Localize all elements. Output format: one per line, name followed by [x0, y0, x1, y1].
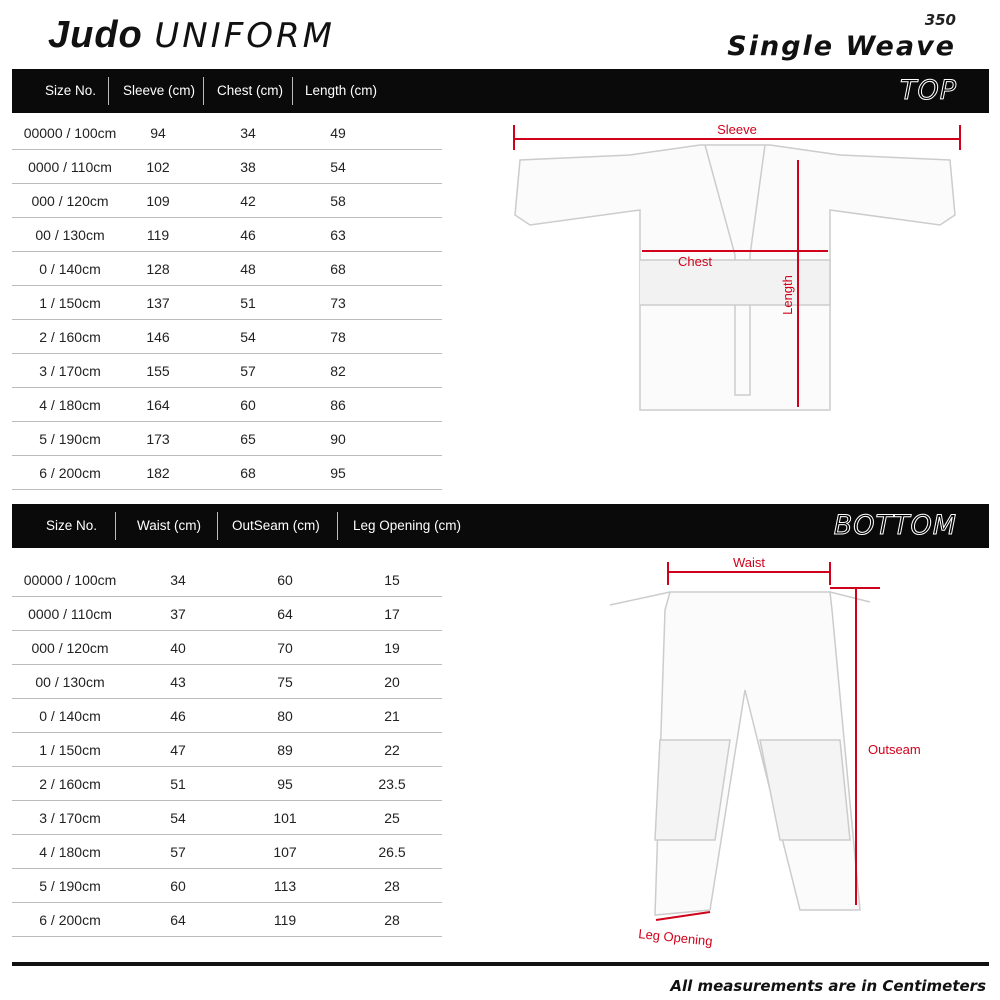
cell: 3 / 170cm	[39, 810, 101, 826]
cell: 40	[170, 640, 186, 656]
top-table-row	[12, 286, 442, 320]
bottom-table-row	[12, 801, 442, 835]
cell: 22	[384, 742, 400, 758]
top-table-row	[12, 422, 442, 456]
cell: 21	[384, 708, 400, 724]
cell: 119	[273, 912, 297, 928]
cell: 00000 / 100cm	[23, 125, 117, 141]
col-header: OutSeam (cm)	[232, 518, 320, 533]
cell: 47	[170, 742, 186, 758]
section-label-bottom: BOTTOM	[833, 510, 957, 541]
cell: 68	[330, 261, 346, 277]
cell: 119	[146, 227, 170, 243]
bottom-table-row	[12, 835, 442, 869]
col-header: Size No.	[46, 518, 98, 533]
jacket-diagram	[500, 115, 980, 425]
cell: 107	[273, 844, 297, 860]
cell: 58	[330, 193, 346, 209]
column-divider	[292, 77, 293, 105]
cell: 60	[240, 397, 256, 413]
title-bold: Judo	[48, 14, 143, 56]
cell: 101	[273, 810, 297, 826]
cell: 60	[277, 572, 293, 588]
cell: 28	[384, 878, 400, 894]
col-header: Size No.	[45, 83, 97, 98]
bottom-table-row	[12, 563, 442, 597]
col-header: Leg Opening (cm)	[353, 518, 462, 533]
cell: 17	[384, 606, 400, 622]
cell: 137	[146, 295, 170, 311]
section-label-top: TOP	[899, 75, 957, 106]
cell: 2 / 160cm	[39, 776, 101, 792]
cell: 6 / 200cm	[39, 465, 101, 481]
column-divider	[203, 77, 204, 105]
cell: 19	[384, 640, 400, 656]
cell: 54	[170, 810, 186, 826]
cell: 95	[330, 465, 346, 481]
cell: 95	[277, 776, 293, 792]
cell: 37	[170, 606, 186, 622]
cell: 65	[240, 431, 256, 447]
outseam-label: Outseam	[868, 742, 921, 757]
top-table-row	[12, 354, 442, 388]
cell: 57	[170, 844, 186, 860]
cell: 73	[330, 295, 346, 311]
col-header: Length (cm)	[305, 83, 378, 98]
cell: 00 / 130cm	[35, 674, 105, 690]
cell: 1 / 150cm	[39, 295, 101, 311]
bottom-table-row	[12, 665, 442, 699]
cell: 54	[240, 329, 256, 345]
cell: 25	[384, 810, 400, 826]
cell: 0 / 140cm	[39, 708, 101, 724]
bottom-table-row	[12, 597, 442, 631]
cell: 102	[146, 159, 170, 175]
cell: 15	[384, 572, 400, 588]
bottom-table-row	[12, 699, 442, 733]
cell: 75	[277, 674, 293, 690]
cell: 48	[240, 261, 256, 277]
bottom-table-header	[12, 504, 989, 548]
chest-label: Chest	[678, 254, 712, 269]
title-light: UNIFORM	[154, 16, 335, 56]
cell: 00000 / 100cm	[23, 572, 117, 588]
cell: 89	[277, 742, 293, 758]
cell: 70	[277, 640, 293, 656]
cell: 68	[240, 465, 256, 481]
bottom-table-row	[12, 631, 442, 665]
top-table-row	[12, 184, 442, 218]
cell: 000 / 120cm	[31, 193, 109, 209]
bottom-table-row	[12, 733, 442, 767]
column-divider	[115, 512, 116, 540]
cell: 0000 / 110cm	[28, 606, 112, 622]
cell: 164	[146, 397, 170, 413]
cell: 90	[330, 431, 346, 447]
cell: 34	[170, 572, 186, 588]
column-divider	[337, 512, 338, 540]
cell: 20	[384, 674, 400, 690]
page-title	[48, 14, 335, 57]
col-header: Sleeve (cm)	[123, 83, 196, 98]
cell: 46	[240, 227, 256, 243]
cell: 57	[240, 363, 256, 379]
cell: 51	[240, 295, 256, 311]
top-table-row	[12, 150, 442, 184]
cell: 34	[240, 125, 256, 141]
cell: 64	[170, 912, 186, 928]
bottom-table-row	[12, 767, 442, 801]
cell: 60	[170, 878, 186, 894]
top-table-row	[12, 388, 442, 422]
cell: 3 / 170cm	[39, 363, 101, 379]
cell: 000 / 120cm	[31, 640, 109, 656]
cell: 4 / 180cm	[39, 397, 101, 413]
cell: 146	[146, 329, 170, 345]
column-divider	[108, 77, 109, 105]
pants-diagram	[600, 550, 940, 950]
top-table-row	[12, 456, 442, 490]
cell: 109	[146, 193, 170, 209]
cell: 51	[170, 776, 186, 792]
cell: 4 / 180cm	[39, 844, 101, 860]
cell: 46	[170, 708, 186, 724]
bottom-table-row	[12, 869, 442, 903]
top-table-row	[12, 252, 442, 286]
footer-divider	[12, 962, 989, 966]
top-table-row	[12, 218, 442, 252]
cell: 78	[330, 329, 346, 345]
cell: 54	[330, 159, 346, 175]
cell: 42	[240, 193, 256, 209]
col-header: Chest (cm)	[217, 83, 284, 98]
cell: 80	[277, 708, 293, 724]
col-header: Waist (cm)	[137, 518, 201, 533]
gsm-label: 350	[924, 11, 956, 29]
cell: 28	[384, 912, 400, 928]
top-table-row	[12, 116, 442, 150]
waist-label: Waist	[732, 555, 766, 570]
cell: 1 / 150cm	[39, 742, 101, 758]
cell: 64	[277, 606, 293, 622]
cell: 94	[150, 125, 166, 141]
cell: 26.5	[378, 844, 406, 860]
bottom-table-row	[12, 903, 442, 937]
sleeve-label: Sleeve	[717, 122, 757, 137]
cell: 182	[146, 465, 170, 481]
cell: 82	[330, 363, 346, 379]
footer-note: All measurements are in Centimeters	[670, 977, 986, 995]
cell: 173	[146, 431, 170, 447]
cell: 155	[146, 363, 170, 379]
column-divider	[217, 512, 218, 540]
cell: 38	[240, 159, 256, 175]
top-table-row	[12, 320, 442, 354]
cell: 5 / 190cm	[39, 431, 101, 447]
cell: 128	[146, 261, 170, 277]
cell: 5 / 190cm	[39, 878, 101, 894]
fabric-label: Single Weave	[727, 31, 956, 62]
top-table-header	[12, 69, 989, 113]
length-label: Length	[780, 275, 795, 315]
leg-opening-label: Leg Opening	[637, 926, 714, 949]
cell: 6 / 200cm	[39, 912, 101, 928]
cell: 00 / 130cm	[35, 227, 105, 243]
cell: 0000 / 110cm	[28, 159, 112, 175]
cell: 113	[273, 878, 297, 894]
cell: 2 / 160cm	[39, 329, 101, 345]
cell: 43	[170, 674, 186, 690]
cell: 0 / 140cm	[39, 261, 101, 277]
cell: 86	[330, 397, 346, 413]
cell: 49	[330, 125, 346, 141]
cell: 63	[330, 227, 346, 243]
cell: 23.5	[378, 776, 406, 792]
